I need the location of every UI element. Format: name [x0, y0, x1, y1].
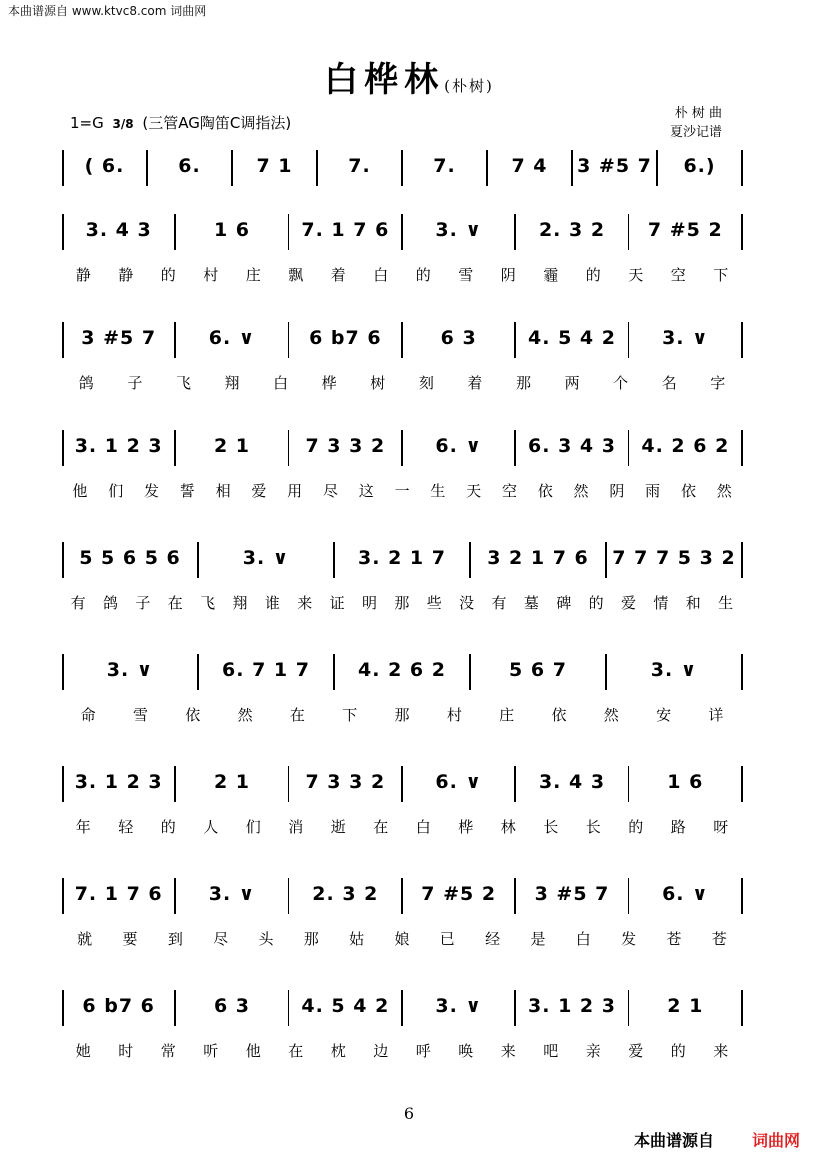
bar-line — [741, 214, 743, 250]
lyric-char: 消 — [288, 818, 304, 836]
measure-notes: 4. 2 6 2 — [358, 659, 446, 681]
lyric-char: 村 — [446, 706, 462, 724]
measure-notes: 3. ∨ — [106, 659, 154, 681]
lyric-char: 头 — [258, 930, 274, 948]
measure — [572, 146, 657, 210]
lyric-char: 她 — [75, 1042, 91, 1060]
measure-notes: ( 6. — [84, 155, 125, 177]
lyric-char: 有 — [70, 594, 86, 612]
lyrics-line — [62, 816, 742, 837]
lyric-char: 一 — [394, 482, 410, 500]
lyric-char: 相 — [215, 482, 231, 500]
lyric-char: 鸽 — [78, 374, 94, 392]
lyric-char: 路 — [670, 818, 686, 836]
lyric-char: 天 — [628, 266, 644, 284]
lyric-char: 静 — [75, 266, 91, 284]
lyric-char: 个 — [613, 374, 629, 392]
lyric-char: 名 — [661, 374, 677, 392]
lyric-char: 轻 — [118, 818, 134, 836]
measure-notes: 3. ∨ — [435, 219, 482, 241]
lyric-char: 苍 — [711, 930, 727, 948]
lyric-char: 吧 — [543, 1042, 559, 1060]
lyric-char: 姑 — [349, 930, 365, 948]
lyric-char: 些 — [426, 594, 442, 612]
lyric-char: 庄 — [245, 266, 261, 284]
lyric-char: 生 — [430, 482, 446, 500]
measure-notes: 4. 5 4 2 — [301, 995, 390, 1017]
instrument-note: (三管AG陶笛C调指法) — [142, 114, 292, 132]
lyrics-line — [62, 592, 742, 613]
lyric-char: 雪 — [132, 706, 148, 724]
lyric-char: 时 — [118, 1042, 134, 1060]
lyric-char: 经 — [485, 930, 501, 948]
lyric-char: 呼 — [415, 1042, 431, 1060]
lyric-char: 安 — [656, 706, 672, 724]
measure-notes: 7 7 7 5 3 2 — [612, 547, 736, 569]
lyric-char: 村 — [203, 266, 219, 284]
measure — [62, 146, 147, 210]
lyric-char: 情 — [653, 594, 669, 612]
lyrics-line — [62, 1040, 742, 1061]
lyric-char: 证 — [329, 594, 345, 612]
lyric-char: 林 — [500, 818, 516, 836]
lyrics-line — [62, 928, 742, 949]
lyric-char: 他 — [245, 1042, 261, 1060]
lyric-char: 没 — [459, 594, 475, 612]
measure-notes: 3. 1 2 3 — [74, 435, 163, 457]
lyric-char: 亲 — [585, 1042, 601, 1060]
measure — [232, 146, 317, 210]
measure-notes: 2 1 — [667, 995, 704, 1017]
measure-notes: 7 3 3 2 — [305, 771, 386, 793]
measure-notes: 6. 3 4 3 — [528, 435, 616, 457]
lyric-char: 翔 — [224, 374, 240, 392]
lyric-char: 的 — [628, 818, 644, 836]
lyric-char: 就 — [77, 930, 93, 948]
measure-notes: 3 2 1 7 6 — [487, 547, 589, 569]
bar-line — [741, 542, 743, 578]
lyric-char: 在 — [289, 706, 305, 724]
lyric-char: 苍 — [666, 930, 682, 948]
lyric-char: 边 — [373, 1042, 389, 1060]
measure-notes: 6. 7 1 7 — [222, 659, 310, 681]
measure-notes: 3. ∨ — [242, 547, 290, 569]
measure-notes: 6 3 — [213, 995, 251, 1017]
lyric-char: 尽 — [322, 482, 338, 500]
lyrics-line — [62, 264, 742, 285]
lyric-char: 详 — [708, 706, 724, 724]
bar-line — [741, 766, 743, 802]
page-number: 6 — [403, 1104, 415, 1123]
lyric-char: 鸽 — [103, 594, 119, 612]
lyric-char: 那 — [394, 706, 410, 724]
lyrics-line — [62, 372, 742, 393]
credits — [670, 104, 722, 142]
measure-notes: 3. 2 1 7 — [358, 547, 446, 569]
lyric-char: 们 — [108, 482, 124, 500]
lyric-char: 那 — [394, 594, 410, 612]
lyric-char: 有 — [491, 594, 507, 612]
lyric-char: 这 — [358, 482, 374, 500]
measure-notes: 2. 3 2 — [312, 883, 379, 905]
lyric-char: 长 — [585, 818, 601, 836]
lyric-char: 阴 — [609, 482, 625, 500]
lyric-char: 字 — [710, 374, 726, 392]
lyric-char: 翔 — [232, 594, 248, 612]
lyric-char: 子 — [135, 594, 151, 612]
lyric-char: 霾 — [543, 266, 559, 284]
lyric-char: 生 — [718, 594, 734, 612]
measure-notes: 7 3 3 2 — [305, 435, 386, 457]
measure-notes: 7 4 — [511, 155, 548, 177]
lyric-char: 爱 — [628, 1042, 644, 1060]
bar-line — [741, 322, 743, 358]
lyric-char: 树 — [370, 374, 386, 392]
lyric-char: 已 — [439, 930, 455, 948]
lyric-char: 那 — [515, 374, 531, 392]
lyric-char: 的 — [160, 266, 176, 284]
lyric-char: 依 — [551, 706, 567, 724]
measure — [657, 146, 742, 210]
lyric-char: 在 — [167, 594, 183, 612]
measure-notes: 3 #5 7 — [81, 327, 157, 349]
lyric-char: 然 — [573, 482, 589, 500]
measure-notes: 6.) — [683, 155, 716, 177]
lyric-char: 要 — [122, 930, 138, 948]
lyric-char: 下 — [342, 706, 358, 724]
lyric-char: 白 — [575, 930, 591, 948]
measure-notes: 3. 4 3 — [85, 219, 152, 241]
title-subtitle: (朴树) — [444, 77, 494, 95]
lyric-char: 年 — [75, 818, 91, 836]
lyric-char: 的 — [588, 594, 604, 612]
lyric-char: 静 — [118, 266, 134, 284]
measure-notes: 6. — [178, 155, 201, 177]
measure-notes: 6. ∨ — [435, 435, 482, 457]
lyric-char: 命 — [80, 706, 96, 724]
lyric-char: 是 — [530, 930, 546, 948]
measure-notes: 6. ∨ — [662, 883, 709, 905]
lyric-char: 着 — [330, 266, 346, 284]
lyric-char: 依 — [537, 482, 553, 500]
lyric-char: 桦 — [458, 818, 474, 836]
measure-notes: 2. 3 2 — [538, 219, 606, 241]
lyric-char: 来 — [500, 1042, 516, 1060]
measure-notes: 3. ∨ — [662, 327, 709, 349]
measure-notes: 2 1 — [213, 771, 251, 793]
lyric-char: 飞 — [175, 374, 191, 392]
lyrics-line — [62, 480, 742, 501]
measure-notes: 6 b7 6 — [82, 995, 155, 1017]
lyric-char: 白 — [373, 266, 389, 284]
lyric-char: 两 — [564, 374, 580, 392]
measure-notes: 7. — [348, 155, 371, 177]
bar-line — [741, 654, 743, 690]
measure-notes: 7 #5 2 — [647, 219, 723, 241]
measure-notes: 3. ∨ — [435, 995, 482, 1017]
transcriber: 夏沙记谱 — [669, 125, 722, 140]
lyric-char: 发 — [143, 482, 159, 500]
measure-notes: 2 1 — [213, 435, 251, 457]
measure-notes: 1 6 — [667, 771, 704, 793]
lyric-char: 唤 — [458, 1042, 474, 1060]
lyric-char: 雨 — [645, 482, 661, 500]
lyric-char: 娘 — [394, 930, 410, 948]
lyric-char: 墓 — [523, 594, 539, 612]
watermark-top: 本曲谱源自 www.ktvc8.com 词曲网 — [8, 4, 207, 18]
measure-notes: 3 #5 7 — [577, 155, 652, 177]
measure-notes: 3. 1 2 3 — [74, 771, 163, 793]
lyric-char: 空 — [501, 482, 517, 500]
measure-notes: 6 b7 6 — [309, 327, 382, 349]
measure-notes: 3. 1 2 3 — [528, 995, 616, 1017]
watermark-bottom-right: 词曲网 — [751, 1131, 800, 1150]
measure-notes: 5 6 7 — [509, 659, 567, 681]
lyric-char: 的 — [585, 266, 601, 284]
measure-notes: 7 #5 2 — [421, 883, 497, 905]
lyric-char: 来 — [713, 1042, 729, 1060]
lyric-char: 下 — [713, 266, 729, 284]
key-signature: 1=G — [70, 114, 104, 132]
measure — [147, 146, 232, 210]
lyric-char: 庄 — [499, 706, 515, 724]
lyric-char: 爱 — [251, 482, 267, 500]
lyric-char: 长 — [543, 818, 559, 836]
lyric-char: 天 — [466, 482, 482, 500]
measure-notes: 7. — [433, 155, 456, 177]
lyric-char: 发 — [621, 930, 637, 948]
lyric-char: 誓 — [179, 482, 195, 500]
measure-notes: 7 1 — [256, 155, 293, 177]
bar-line — [741, 990, 743, 1026]
lyric-char: 人 — [203, 818, 219, 836]
lyric-char: 常 — [160, 1042, 176, 1060]
lyric-char: 依 — [185, 706, 201, 724]
lyric-char: 和 — [685, 594, 701, 612]
lyric-char: 用 — [287, 482, 303, 500]
measure-notes: 4. 2 6 2 — [641, 435, 730, 457]
watermark-bottom — [634, 1128, 800, 1151]
measure-notes: 7. 1 7 6 — [74, 883, 163, 905]
lyric-char: 枕 — [330, 1042, 346, 1060]
lyric-char: 来 — [297, 594, 313, 612]
lyric-char: 呀 — [713, 818, 729, 836]
lyric-char: 着 — [467, 374, 483, 392]
lyric-char: 白 — [415, 818, 431, 836]
lyric-char: 然 — [716, 482, 732, 500]
lyric-char: 的 — [160, 818, 176, 836]
time-signature: 3/8 — [112, 117, 134, 131]
lyric-char: 碑 — [556, 594, 572, 612]
lyric-char: 谁 — [264, 594, 280, 612]
bar-line — [741, 878, 743, 914]
lyric-char: 明 — [362, 594, 378, 612]
lyric-char: 白 — [273, 374, 289, 392]
measure-notes: 7. 1 7 6 — [301, 219, 390, 241]
measure-notes: 3. ∨ — [208, 883, 256, 905]
lyric-char: 依 — [680, 482, 696, 500]
lyric-char: 的 — [415, 266, 431, 284]
intro-line — [62, 146, 742, 210]
lyric-char: 阴 — [500, 266, 516, 284]
lyric-char: 听 — [203, 1042, 219, 1060]
measure-notes: 6. ∨ — [435, 771, 482, 793]
lyric-char: 的 — [670, 1042, 686, 1060]
measure-notes: 4. 5 4 2 — [528, 327, 616, 349]
title-text: 白桦林 — [324, 60, 445, 100]
lyric-char: 雪 — [458, 266, 474, 284]
lyric-char: 逝 — [330, 818, 346, 836]
lyric-char: 到 — [167, 930, 183, 948]
lyric-char: 然 — [237, 706, 253, 724]
lyric-char: 空 — [670, 266, 686, 284]
measure-notes: 3. 4 3 — [538, 771, 606, 793]
lyric-char: 尽 — [213, 930, 229, 948]
composer: 朴 树 曲 — [674, 106, 722, 121]
lyric-char: 爱 — [621, 594, 637, 612]
measure — [317, 146, 402, 210]
measure — [402, 146, 487, 210]
measure-notes: 1 6 — [213, 219, 251, 241]
watermark-bottom-left: 本曲谱源自 — [633, 1131, 714, 1150]
key-info — [70, 112, 291, 133]
song-title — [0, 52, 818, 101]
lyric-char: 飘 — [288, 266, 304, 284]
bar-line — [741, 150, 743, 186]
bar-line — [741, 430, 743, 466]
lyric-char: 桦 — [321, 374, 337, 392]
lyric-char: 他 — [72, 482, 88, 500]
measure — [487, 146, 572, 210]
lyric-char: 那 — [303, 930, 319, 948]
lyric-char: 刻 — [418, 374, 434, 392]
measure-notes: 3. ∨ — [650, 659, 698, 681]
lyric-char: 们 — [245, 818, 261, 836]
measure-notes: 6 3 — [440, 327, 477, 349]
measure-notes: 5 5 6 5 6 — [79, 547, 181, 569]
lyric-char: 然 — [603, 706, 619, 724]
measure-notes: 3 #5 7 — [534, 883, 610, 905]
lyric-char: 在 — [373, 818, 389, 836]
lyrics-line — [62, 704, 742, 725]
lyric-char: 子 — [127, 374, 143, 392]
measure-notes: 6. ∨ — [208, 327, 256, 349]
lyric-char: 在 — [288, 1042, 304, 1060]
lyric-char: 飞 — [200, 594, 216, 612]
